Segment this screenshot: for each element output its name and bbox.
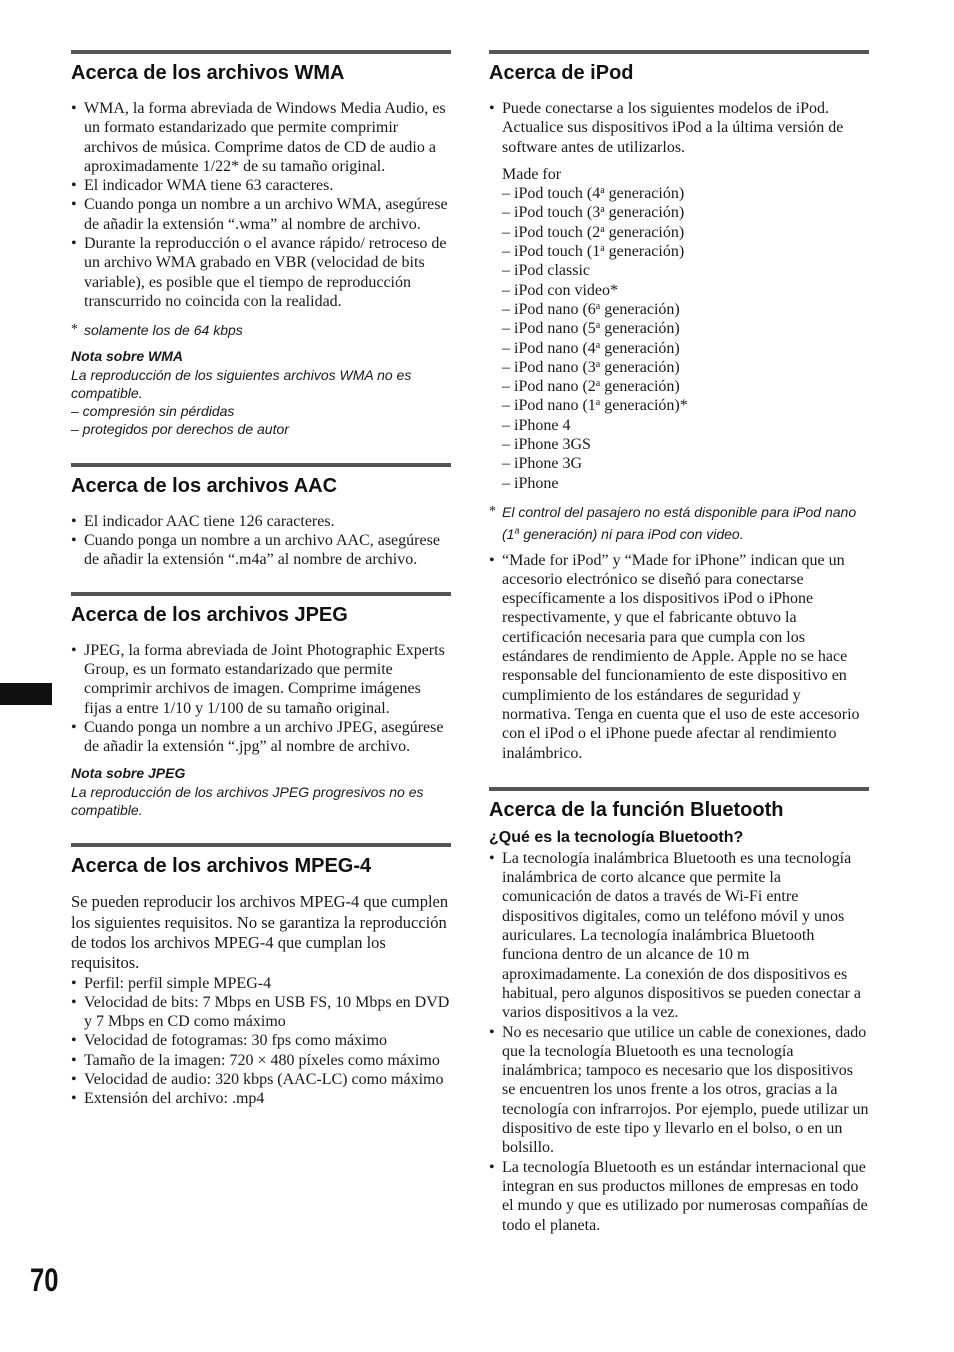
- ipod-notice-list: [489, 551, 869, 763]
- bluetooth-heading: Acerca de la función Bluetooth: [489, 798, 784, 821]
- jpeg-note: [71, 764, 451, 819]
- right-column: [489, 50, 869, 1235]
- model-item: – iPod classic: [502, 262, 590, 280]
- model-item: – iPhone 3GS: [502, 436, 591, 454]
- list-item: • Velocidad de audio: 320 kbps (AAC-LC) como máximo: [71, 1070, 451, 1089]
- note-title: Nota sobre WMA: [71, 348, 183, 365]
- ipod-section: [489, 50, 869, 763]
- jpeg-section: [71, 592, 451, 820]
- ipod-footnote: [489, 503, 869, 543]
- model-item: – iPod touch (2$^a$ generación): [502, 223, 685, 241]
- page-number: 70: [30, 1262, 59, 1298]
- list-item: • Puede conectarse a los siguientes modelos de iPod. Actualice sus dispositivos iPod a la última versión de software antes de utilizarlos.: [489, 99, 869, 157]
- jpeg-bullet-list: [71, 641, 451, 757]
- wma-bullet-list: [71, 99, 451, 311]
- jpeg-heading: Acerca de los archivos JPEG: [71, 603, 348, 626]
- list-item: • Cuando ponga un nombre a un archivo JPEG, asegúrese de añadir la extensión “.jpg” al nombre de archivo.: [71, 718, 451, 757]
- list-item: • JPEG, la forma abreviada de Joint Photographic Experts Group, es un formato estandarizado que permite comprimir archivos de imagen. Comprime imágenes fijas a entre 1/10 y 1/100 de su tamaño original.: [71, 641, 451, 718]
- list-item: • El indicador AAC tiene 126 caracteres.: [71, 512, 451, 531]
- bluetooth-bullet-list: [489, 849, 869, 1235]
- bluetooth-section: [489, 787, 869, 1235]
- wma-note: [71, 347, 451, 438]
- list-item: • Cuando ponga un nombre a un archivo AAC, asegúrese de añadir la extensión “.m4a” al nombre de archivo.: [71, 531, 451, 570]
- left-column: [71, 50, 451, 1109]
- bluetooth-subheading: ¿Qué es la tecnología Bluetooth?: [489, 828, 744, 846]
- footnote-mark: *: [489, 503, 496, 519]
- list-item: • La tecnología inalámbrica Bluetooth es una tecnología inalámbrica de corto alcance que permite la comunicación de datos a través de Wi-Fi entre dispositivos digitales, como un teléfono móvil y unos auriculares. La tecnología inalámbrica Bluetooth funciona dentro de un alcance de 10 m aproximadamente. La conexión de dos dispositivos es habitual, pero algunos dispositivos se pueden conectar a varios dispositivos a la vez.: [489, 849, 869, 1023]
- note-line: La reproducción de los siguientes archivos WMA no es compatible.: [71, 366, 412, 401]
- aac-section: [71, 463, 451, 570]
- list-item: • Durante la reproducción o el avance rápido/ retroceso de un archivo WMA grabado en VBR (velocidad de bits variable), es posible que el tiempo de reproducción transcurrido no coincida con la realidad.: [71, 234, 451, 311]
- model-item: – iPod nano (4$^a$ generación): [502, 339, 680, 357]
- list-item: • Velocidad de bits: 7 Mbps en USB FS, 10 Mbps en DVD y 7 Mbps en CD como máximo: [71, 993, 451, 1032]
- list-item: • El indicador WMA tiene 63 caracteres.: [71, 176, 451, 195]
- list-item: • Cuando ponga un nombre a un archivo WMA, asegúrese de añadir la extensión “.wma” al nombre de archivo.: [71, 195, 451, 234]
- list-item: • La tecnología Bluetooth es un estándar internacional que integran en sus productos millones de empresas en todo el mundo y que es utilizado por numerosas compañías de todo el planeta.: [489, 1158, 869, 1235]
- mpeg4-intro: Se pueden reproducir los archivos MPEG-4 que cumplen los siguientes requisitos. No se garantiza la reproducción de todos los archivos MPEG-4 que cumplan los requisitos.: [71, 892, 449, 973]
- model-item: – iPhone 4: [502, 416, 571, 434]
- model-item: – iPod con video*: [502, 281, 618, 299]
- aac-heading: Acerca de los archivos AAC: [71, 474, 338, 497]
- footnote-text: solamente los de 64 kbps: [84, 322, 243, 339]
- mpeg4-section: [71, 843, 451, 1108]
- note-line: – compresión sin pérdidas: [71, 403, 235, 420]
- list-item: • Perfil: perfil simple MPEG-4: [71, 974, 451, 993]
- list-item: • Tamaño de la imagen: 720 × 480 píxeles como máximo: [71, 1051, 451, 1070]
- note-line: – protegidos por derechos de autor: [71, 421, 289, 438]
- note-title: Nota sobre JPEG: [71, 765, 186, 782]
- model-item: – iPod touch (1$^a$ generación): [502, 243, 685, 261]
- wma-footnote: [71, 321, 451, 339]
- list-item: • WMA, la forma abreviada de Windows Media Audio, es un formato estandarizado que permite comprimir archivos de música. Comprime datos de CD de audio a aproximadamente 1/22* de su tamaño original.: [71, 99, 451, 176]
- made-for-label: Made for: [502, 165, 562, 183]
- model-item: – iPod touch (4$^a$ generación): [502, 185, 685, 203]
- footnote-text: El control del pasajero no está disponible para iPod nano (1$^a$ generación) ni para iPod con video.: [502, 503, 857, 542]
- model-item: – iPhone: [502, 474, 559, 492]
- list-item: • Velocidad de fotogramas: 30 fps como máximo: [71, 1031, 451, 1050]
- ipod-bullet-list: [489, 99, 869, 157]
- list-item: • No es necesario que utilice un cable de conexiones, dado que la tecnología Bluetooth es una tecnología inalámbrica; tampoco es necesario que los dispositivos se encuentren los unos frente a los otros, gracias a la tecnología con infrarrojos. Por ejemplo, puede utilizar un dispositivo de este tipo y llevarlo en el bolso, o en un bolsillo.: [489, 1023, 869, 1158]
- footnote-mark: *: [71, 322, 78, 338]
- mpeg4-heading: Acerca de los archivos MPEG-4: [71, 855, 372, 878]
- wma-heading: Acerca de los archivos WMA: [71, 62, 345, 84]
- model-item: – iPod nano (5$^a$ generación): [502, 320, 680, 338]
- model-item: – iPod touch (3$^a$ generación): [502, 204, 685, 222]
- model-item: – iPod nano (3$^a$ generación): [502, 358, 680, 376]
- list-item: • Extensión del archivo: .mp4: [71, 1089, 451, 1108]
- list-item: • “Made for iPod” y “Made for iPhone” indican que un accesorio electrónico se diseñó para conectarse específicamente a los dispositivos iPod o iPhone respectivamente, y que el fabricante obtuvo la certificación necesaria para que cumpla con los estándares de rendimiento de Apple. Apple no se hace responsable del funcionamiento de este dispositivo en cumplimiento de los estándares de seguridad y normativa. Tenga en cuenta que el uso de este accesorio con el iPod o el iPhone puede afectar al rendimiento inalámbrico.: [489, 551, 869, 763]
- aac-bullet-list: [71, 512, 451, 570]
- wma-section: [71, 50, 451, 439]
- model-item: – iPod nano (6$^a$ generación): [502, 300, 680, 318]
- note-line: La reproducción de los archivos JPEG progresivos no es compatible.: [71, 783, 424, 819]
- ipod-heading: Acerca de iPod: [489, 62, 634, 84]
- model-item: – iPod nano (1$^a$ generación)*: [502, 397, 688, 415]
- ipod-model-list: [489, 165, 869, 493]
- model-item: – iPod nano (2$^a$ generación): [502, 378, 680, 396]
- section-tab-marker: [0, 683, 52, 705]
- model-item: – iPhone 3G: [502, 455, 582, 473]
- mpeg4-bullet-list: [71, 974, 451, 1109]
